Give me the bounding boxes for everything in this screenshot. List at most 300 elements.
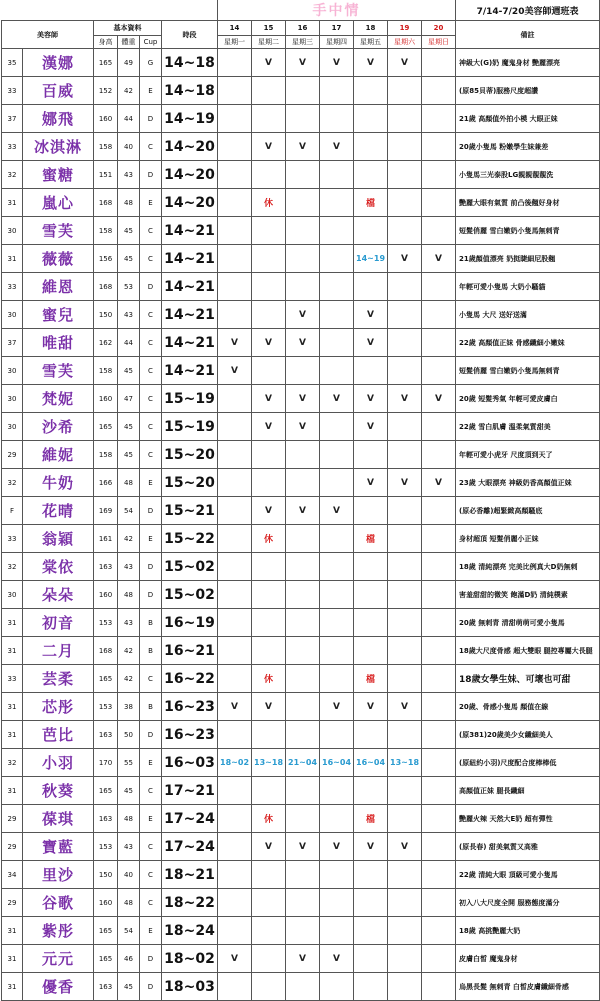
table-row xyxy=(2,805,600,833)
cell-day-mark: 休 xyxy=(252,665,286,693)
cell-day-mark: V xyxy=(252,329,286,357)
beautician-name: 娜飛 xyxy=(23,105,94,133)
beautician-name: 蜜兒 xyxy=(23,301,94,329)
header-time: 時段 xyxy=(162,21,218,49)
cell-day-mark xyxy=(286,105,320,133)
cell-day-mark: 檔 xyxy=(354,665,388,693)
cell-weight: 49 xyxy=(118,49,140,77)
table-row xyxy=(2,217,600,245)
cell-cup: D xyxy=(140,973,162,1001)
cell-weight: 44 xyxy=(118,105,140,133)
cell-cup: B xyxy=(140,609,162,637)
cell-time-slot: 14~20 xyxy=(162,133,218,161)
cell-day-mark xyxy=(354,609,388,637)
cell-day-mark xyxy=(388,273,422,301)
cell-age: 34 xyxy=(2,861,23,889)
beautician-name: 芯彤 xyxy=(23,693,94,721)
cell-day-mark xyxy=(286,609,320,637)
beautician-name: 葆琪 xyxy=(23,805,94,833)
cell-day-mark xyxy=(422,889,456,917)
cell-age: 32 xyxy=(2,749,23,777)
table-row xyxy=(2,749,600,777)
cell-time-slot: 18~24 xyxy=(162,917,218,945)
beautician-name: 嵐心 xyxy=(23,189,94,217)
cell-note: 年輕可愛小隻馬 大奶小騷貓 xyxy=(456,273,600,301)
cell-age: 31 xyxy=(2,245,23,273)
cell-day-mark xyxy=(286,245,320,273)
cell-cup: B xyxy=(140,693,162,721)
cell-height: 150 xyxy=(94,301,118,329)
cell-day-mark xyxy=(388,525,422,553)
week-title: 7/14-7/20美容師週班表 xyxy=(456,0,600,21)
cell-note: (原紐約小羽)尺度配合度棒棒低 xyxy=(456,749,600,777)
cell-note: 20歲小隻馬 粉嫩學生妹兼差 xyxy=(456,133,600,161)
cell-day-mark xyxy=(422,917,456,945)
cell-day-mark xyxy=(422,693,456,721)
cell-day-mark: 檔 xyxy=(354,525,388,553)
cell-day-mark xyxy=(218,441,252,469)
cell-height: 153 xyxy=(94,833,118,861)
cell-day-mark xyxy=(388,973,422,1001)
cell-day-mark: V xyxy=(354,301,388,329)
cell-day-mark: V xyxy=(320,497,354,525)
cell-time-slot: 16~19 xyxy=(162,609,218,637)
cell-day-mark: 休 xyxy=(252,805,286,833)
cell-weight: 48 xyxy=(118,805,140,833)
cell-cup: D xyxy=(140,945,162,973)
table-row xyxy=(2,301,600,329)
cell-age: 32 xyxy=(2,553,23,581)
table-row xyxy=(2,413,600,441)
table-row xyxy=(2,77,600,105)
cell-day-mark xyxy=(388,917,422,945)
beautician-name: 寶藍 xyxy=(23,833,94,861)
cell-cup: D xyxy=(140,721,162,749)
cell-day-mark xyxy=(218,805,252,833)
cell-day-mark: 16~04 xyxy=(354,749,388,777)
cell-height: 158 xyxy=(94,133,118,161)
cell-height: 163 xyxy=(94,553,118,581)
cell-day-mark xyxy=(354,105,388,133)
cell-height: 163 xyxy=(94,805,118,833)
cell-day-mark xyxy=(286,357,320,385)
cell-day-mark xyxy=(218,861,252,889)
cell-height: 168 xyxy=(94,189,118,217)
beautician-name: 優香 xyxy=(23,973,94,1001)
cell-day-mark xyxy=(218,721,252,749)
cell-day-mark: V xyxy=(388,693,422,721)
beautician-name: 冰淇淋 xyxy=(23,133,94,161)
table-row xyxy=(2,385,600,413)
cell-day-mark: V xyxy=(388,385,422,413)
cell-day-mark xyxy=(218,189,252,217)
cell-day-mark xyxy=(218,133,252,161)
cell-day-mark xyxy=(422,189,456,217)
cell-day-mark: 檔 xyxy=(354,805,388,833)
header-weekday: 星期三 xyxy=(286,36,320,49)
cell-day-mark: V xyxy=(354,693,388,721)
cell-day-mark xyxy=(388,329,422,357)
cell-height: 151 xyxy=(94,161,118,189)
cell-day-mark xyxy=(252,217,286,245)
cell-day-mark xyxy=(388,609,422,637)
cell-height: 165 xyxy=(94,945,118,973)
cell-day-mark xyxy=(252,441,286,469)
cell-day-mark: V xyxy=(252,133,286,161)
cell-day-mark xyxy=(388,413,422,441)
cell-day-mark xyxy=(354,497,388,525)
cell-weight: 42 xyxy=(118,637,140,665)
table-row xyxy=(2,833,600,861)
cell-day-mark: V xyxy=(218,693,252,721)
cell-day-mark: V xyxy=(388,469,422,497)
header-weekday: 星期六 xyxy=(388,36,422,49)
cell-day-mark xyxy=(354,637,388,665)
cell-day-mark xyxy=(388,133,422,161)
cell-day-mark xyxy=(218,77,252,105)
cell-weight: 42 xyxy=(118,77,140,105)
cell-day-mark xyxy=(422,161,456,189)
cell-day-mark xyxy=(320,469,354,497)
cell-day-mark: V xyxy=(320,945,354,973)
cell-time-slot: 15~19 xyxy=(162,385,218,413)
cell-note: 20歲 短髮秀氣 年輕可愛皮膚白 xyxy=(456,385,600,413)
cell-weight: 46 xyxy=(118,945,140,973)
cell-day-mark xyxy=(354,973,388,1001)
cell-cup: E xyxy=(140,77,162,105)
beautician-name: 小羽 xyxy=(23,749,94,777)
beautician-name: 芭比 xyxy=(23,721,94,749)
cell-day-mark: V xyxy=(252,385,286,413)
cell-age: 29 xyxy=(2,441,23,469)
cell-height: 161 xyxy=(94,525,118,553)
cell-day-mark xyxy=(218,665,252,693)
cell-day-mark xyxy=(422,833,456,861)
cell-day-mark xyxy=(286,217,320,245)
cell-age: 30 xyxy=(2,217,23,245)
cell-day-mark: V xyxy=(320,385,354,413)
table-row xyxy=(2,357,600,385)
cell-note: 小隻馬 大尺 送好送滿 xyxy=(456,301,600,329)
cell-age: 31 xyxy=(2,637,23,665)
table-row xyxy=(2,469,600,497)
cell-note: 烏黑長髮 無刺青 白皙皮膚纖細骨感 xyxy=(456,973,600,1001)
cell-day-mark xyxy=(388,889,422,917)
cell-day-mark xyxy=(218,49,252,77)
cell-day-mark xyxy=(354,133,388,161)
cell-day-mark xyxy=(252,469,286,497)
cell-day-mark xyxy=(388,553,422,581)
cell-day-mark: 休 xyxy=(252,525,286,553)
cell-cup: C xyxy=(140,133,162,161)
cell-day-mark xyxy=(252,637,286,665)
cell-age: 37 xyxy=(2,329,23,357)
cell-cup: D xyxy=(140,161,162,189)
cell-day-mark xyxy=(286,665,320,693)
cell-day-mark: V xyxy=(286,301,320,329)
header-weekday: 星期五 xyxy=(354,36,388,49)
cell-day-mark xyxy=(354,777,388,805)
cell-day-mark xyxy=(252,721,286,749)
cell-day-mark xyxy=(320,861,354,889)
cell-day-mark xyxy=(388,301,422,329)
cell-day-mark xyxy=(252,777,286,805)
cell-day-mark xyxy=(286,917,320,945)
cell-day-mark xyxy=(320,553,354,581)
table-row xyxy=(2,721,600,749)
cell-day-mark: V xyxy=(320,49,354,77)
cell-weight: 45 xyxy=(118,777,140,805)
beautician-name: 雪芙 xyxy=(23,217,94,245)
cell-height: 165 xyxy=(94,49,118,77)
cell-age: 33 xyxy=(2,133,23,161)
cell-note: 小隻馬三光泰股LG親親靚靚洗 xyxy=(456,161,600,189)
header-name: 美容師 xyxy=(2,21,94,49)
cell-day-mark: V xyxy=(354,833,388,861)
cell-day-mark xyxy=(252,273,286,301)
header-date-15: 15 xyxy=(252,21,286,36)
cell-day-mark xyxy=(388,497,422,525)
cell-day-mark xyxy=(354,581,388,609)
cell-day-mark xyxy=(320,889,354,917)
cell-height: 153 xyxy=(94,693,118,721)
cell-weight: 43 xyxy=(118,609,140,637)
cell-note: 害羞甜甜的微笑 飽滿D奶 清純樸素 xyxy=(456,581,600,609)
cell-day-mark xyxy=(422,77,456,105)
cell-day-mark xyxy=(388,777,422,805)
cell-weight: 50 xyxy=(118,721,140,749)
cell-day-mark: V xyxy=(286,49,320,77)
cell-age: 31 xyxy=(2,693,23,721)
cell-weight: 48 xyxy=(118,581,140,609)
cell-day-mark xyxy=(218,637,252,665)
cell-time-slot: 16~21 xyxy=(162,637,218,665)
cell-time-slot: 16~03 xyxy=(162,749,218,777)
cell-day-mark xyxy=(354,917,388,945)
table-row xyxy=(2,553,600,581)
table-row xyxy=(2,945,600,973)
cell-day-mark: V xyxy=(422,469,456,497)
cell-day-mark xyxy=(218,581,252,609)
table-row xyxy=(2,245,600,273)
beautician-name: 朵朵 xyxy=(23,581,94,609)
cell-day-mark: V xyxy=(388,245,422,273)
cell-time-slot: 14~21 xyxy=(162,217,218,245)
cell-day-mark: V xyxy=(388,49,422,77)
cell-day-mark xyxy=(252,357,286,385)
cell-day-mark xyxy=(218,609,252,637)
cell-day-mark: 14~19 xyxy=(354,245,388,273)
cell-note: 18歲女學生妹、可壞也可甜 xyxy=(456,665,600,693)
cell-day-mark: 18~02 xyxy=(218,749,252,777)
header-weekday: 星期一 xyxy=(218,36,252,49)
cell-day-mark xyxy=(320,245,354,273)
cell-day-mark: V xyxy=(286,945,320,973)
cell-age: 33 xyxy=(2,273,23,301)
cell-cup: G xyxy=(140,49,162,77)
cell-cup: C xyxy=(140,441,162,469)
beautician-name: 翁穎 xyxy=(23,525,94,553)
cell-height: 165 xyxy=(94,917,118,945)
cell-day-mark: 21~04 xyxy=(286,749,320,777)
cell-height: 158 xyxy=(94,217,118,245)
cell-day-mark: V xyxy=(422,245,456,273)
cell-day-mark: V xyxy=(286,413,320,441)
cell-day-mark xyxy=(320,105,354,133)
cell-height: 150 xyxy=(94,861,118,889)
cell-age: 31 xyxy=(2,777,23,805)
cell-height: 165 xyxy=(94,777,118,805)
cell-day-mark xyxy=(218,525,252,553)
cell-day-mark xyxy=(218,385,252,413)
header-weekday: 星期四 xyxy=(320,36,354,49)
cell-day-mark xyxy=(320,721,354,749)
cell-age: 30 xyxy=(2,385,23,413)
cell-day-mark xyxy=(286,889,320,917)
beautician-name: 雪芙 xyxy=(23,357,94,385)
table-row xyxy=(2,329,600,357)
header-note: 備註 xyxy=(456,21,600,49)
cell-day-mark: V xyxy=(354,413,388,441)
cell-time-slot: 15~02 xyxy=(162,553,218,581)
header-weight: 體重 xyxy=(118,36,140,49)
header-date-16: 16 xyxy=(286,21,320,36)
cell-weight: 42 xyxy=(118,525,140,553)
cell-time-slot: 14~21 xyxy=(162,329,218,357)
cell-day-mark xyxy=(252,945,286,973)
cell-day-mark xyxy=(388,161,422,189)
cell-day-mark xyxy=(252,609,286,637)
cell-weight: 45 xyxy=(118,413,140,441)
cell-day-mark xyxy=(422,105,456,133)
cell-day-mark: V xyxy=(286,497,320,525)
cell-cup: C xyxy=(140,665,162,693)
cell-day-mark xyxy=(286,693,320,721)
cell-day-mark xyxy=(218,161,252,189)
cell-note: 高顏值正妹 腿長纖細 xyxy=(456,777,600,805)
cell-time-slot: 14~21 xyxy=(162,245,218,273)
cell-day-mark xyxy=(252,301,286,329)
cell-height: 160 xyxy=(94,581,118,609)
cell-day-mark xyxy=(354,161,388,189)
cell-day-mark xyxy=(422,777,456,805)
cell-day-mark xyxy=(320,189,354,217)
cell-day-mark xyxy=(320,217,354,245)
cell-day-mark xyxy=(218,553,252,581)
cell-time-slot: 16~22 xyxy=(162,665,218,693)
cell-day-mark xyxy=(286,77,320,105)
cell-day-mark xyxy=(320,329,354,357)
cell-day-mark xyxy=(422,721,456,749)
beautician-name: 里沙 xyxy=(23,861,94,889)
cell-day-mark xyxy=(422,553,456,581)
cell-day-mark: V xyxy=(354,385,388,413)
cell-day-mark xyxy=(320,805,354,833)
cell-time-slot: 14~18 xyxy=(162,49,218,77)
beautician-name: 秋葵 xyxy=(23,777,94,805)
cell-height: 168 xyxy=(94,637,118,665)
beautician-name: 維妮 xyxy=(23,441,94,469)
cell-day-mark xyxy=(286,469,320,497)
cell-height: 160 xyxy=(94,105,118,133)
cell-weight: 44 xyxy=(118,329,140,357)
cell-day-mark xyxy=(422,357,456,385)
header-basic-info: 基本資料 xyxy=(94,21,162,36)
cell-day-mark xyxy=(218,301,252,329)
cell-day-mark xyxy=(252,889,286,917)
table-row xyxy=(2,609,600,637)
cell-day-mark xyxy=(218,413,252,441)
cell-time-slot: 14~21 xyxy=(162,301,218,329)
cell-day-mark xyxy=(422,609,456,637)
cell-note: 身材超頂 短髮俏麗小正妹 xyxy=(456,525,600,553)
cell-cup: D xyxy=(140,553,162,581)
cell-weight: 48 xyxy=(118,889,140,917)
cell-day-mark xyxy=(388,665,422,693)
cell-note: 初入八大尺度全開 服務態度滿分 xyxy=(456,889,600,917)
cell-day-mark: V xyxy=(218,945,252,973)
cell-weight: 48 xyxy=(118,469,140,497)
cell-cup: C xyxy=(140,833,162,861)
table-row xyxy=(2,861,600,889)
cell-cup: C xyxy=(140,301,162,329)
cell-time-slot: 15~19 xyxy=(162,413,218,441)
cell-weight: 53 xyxy=(118,273,140,301)
cell-day-mark xyxy=(422,413,456,441)
cell-day-mark xyxy=(388,441,422,469)
cell-age: 31 xyxy=(2,189,23,217)
cell-note: (原長春) 甜美氣質又高雅 xyxy=(456,833,600,861)
cell-day-mark xyxy=(320,917,354,945)
cell-day-mark: V xyxy=(354,49,388,77)
cell-day-mark xyxy=(422,133,456,161)
cell-day-mark xyxy=(218,973,252,1001)
cell-cup: C xyxy=(140,413,162,441)
cell-day-mark: V xyxy=(320,833,354,861)
cell-day-mark xyxy=(286,805,320,833)
cell-day-mark xyxy=(422,973,456,1001)
cell-weight: 54 xyxy=(118,917,140,945)
cell-cup: E xyxy=(140,749,162,777)
cell-time-slot: 15~20 xyxy=(162,441,218,469)
cell-day-mark xyxy=(354,273,388,301)
cell-age: 37 xyxy=(2,105,23,133)
cell-weight: 40 xyxy=(118,133,140,161)
cell-age: 29 xyxy=(2,805,23,833)
cell-time-slot: 14~21 xyxy=(162,273,218,301)
cell-age: 31 xyxy=(2,721,23,749)
cell-note: 22歲 清純大眼 頂級可愛小隻馬 xyxy=(456,861,600,889)
beautician-name: 谷歌 xyxy=(23,889,94,917)
beautician-name: 初音 xyxy=(23,609,94,637)
cell-time-slot: 14~20 xyxy=(162,189,218,217)
cell-day-mark xyxy=(354,553,388,581)
cell-time-slot: 15~22 xyxy=(162,525,218,553)
cell-day-mark xyxy=(252,917,286,945)
cell-note: (原381)20歲美少女纖細美人 xyxy=(456,721,600,749)
cell-time-slot: 16~23 xyxy=(162,721,218,749)
cell-cup: C xyxy=(140,777,162,805)
cell-day-mark: V xyxy=(422,385,456,413)
cell-age: 31 xyxy=(2,973,23,1001)
cell-day-mark xyxy=(354,945,388,973)
cell-weight: 48 xyxy=(118,189,140,217)
cell-age: 35 xyxy=(2,49,23,77)
cell-day-mark xyxy=(422,441,456,469)
cell-note: 年輕可愛小虎牙 尺度頂到天了 xyxy=(456,441,600,469)
cell-day-mark xyxy=(252,77,286,105)
table-row xyxy=(2,581,600,609)
